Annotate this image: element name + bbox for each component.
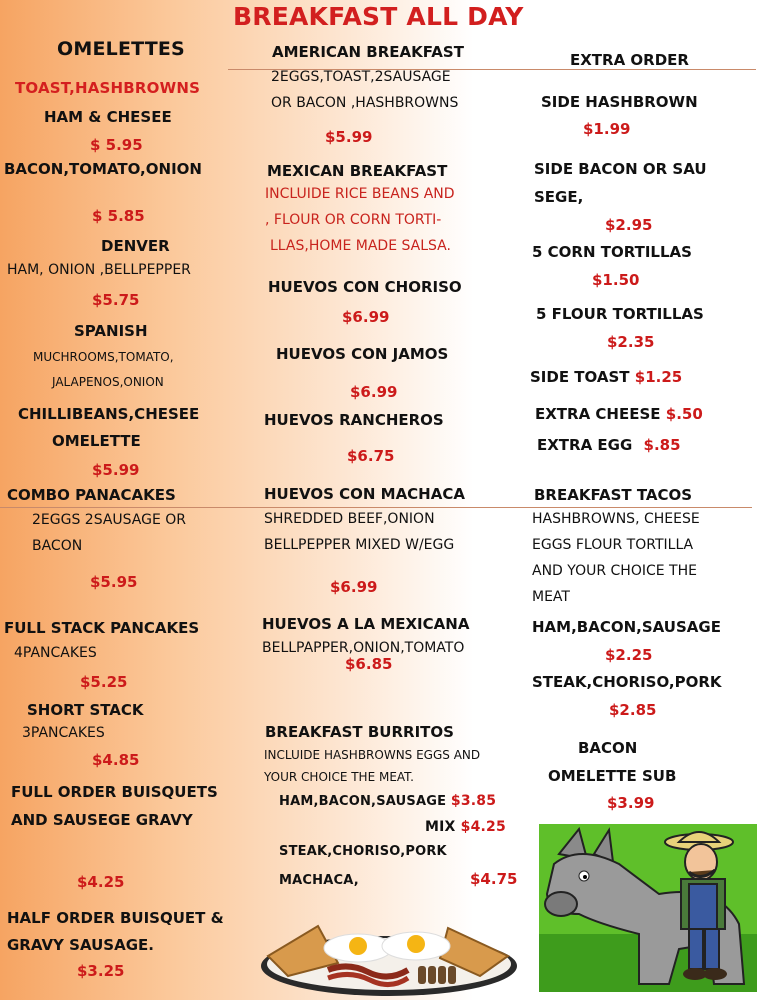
item-side-bacon-2: SEGE, (534, 188, 584, 206)
item-full-order-2: AND SAUSEGE GRAVY (11, 811, 193, 829)
desc-combo-1: 2EGGS 2SAUSAGE OR (32, 512, 187, 528)
item-half-order-2: GRAVY SAUSAGE. (7, 936, 154, 954)
burrito-option-1-price: $3.85 (450, 793, 497, 809)
omelettes-header: OMELETTES (57, 38, 185, 60)
burrito-option-1-label: HAM,BACON,SAUSAGE (279, 794, 447, 809)
item-machaca: HUEVOS CON MACHACA (264, 485, 465, 503)
item-side-toast (530, 368, 682, 386)
item-half-order-1: HALF ORDER BUISQUET & (7, 909, 224, 927)
burrito-option-2b: MACHACA, (279, 873, 359, 888)
omelettes-note: TOAST,HASHBROWNS (15, 79, 201, 97)
desc-mexicana: BELLPAPPER,ONION,TOMATO (262, 640, 465, 656)
price-machaca: $6.99 (330, 578, 378, 596)
burrito-option-2a: STEAK,CHORISO,PORK (279, 844, 447, 859)
item-american: AMERICAN BREAKFAST (272, 43, 464, 61)
item-short-stack: SHORT STACK (27, 701, 144, 719)
item-burritos: BREAKFAST BURRITOS (265, 723, 454, 741)
item-ham-cheese: HAM & CHESEE (44, 108, 172, 126)
price-mexicana: $6.85 (345, 655, 393, 673)
desc-mexican-3: LLAS,HOME MADE SALSA. (270, 238, 451, 254)
section-divider (0, 507, 752, 508)
desc-american-2: OR BACON ,HASHBROWNS (271, 95, 459, 111)
item-chilli-1: CHILLIBEANS,CHESEE (18, 405, 200, 423)
price-full-stack: $5.25 (80, 673, 128, 691)
price-chorizo: $6.99 (342, 308, 390, 326)
price-bacon-tomato: $ 5.85 (92, 207, 145, 225)
desc-mexican-2: , FLOUR OR CORN TORTI- (265, 212, 442, 228)
price-half-order: $3.25 (77, 962, 125, 980)
breakfast-plate-image (258, 918, 520, 998)
price-short-stack: $4.85 (92, 751, 140, 769)
price-combo: $5.95 (90, 573, 138, 591)
item-side-toast-label: SIDE TOAST (530, 368, 630, 386)
price-ham-cheese: $ 5.95 (90, 136, 143, 154)
burrito-mix-label: MIX (425, 819, 456, 835)
tacos-option-2: STEAK,CHORISO,PORK (532, 673, 722, 691)
price-omelette-sub: $3.99 (607, 794, 655, 812)
price-corn-tortillas: $1.50 (592, 271, 640, 289)
burrito-mix (425, 819, 506, 835)
desc-tacos-3: AND YOUR CHOICE THE (532, 563, 697, 579)
desc-short-stack: 3PANCAKES (22, 725, 105, 741)
item-combo: COMBO PANACAKES (7, 486, 176, 504)
item-corn-tortillas: 5 CORN TORTILLAS (532, 243, 692, 261)
extra-order-header: EXTRA ORDER (570, 51, 689, 69)
burrito-mix-price: $4.25 (460, 819, 506, 835)
desc-mexican-1: INCLUIDE RICE BEANS AND (265, 186, 455, 202)
desc-burritos-2: YOUR CHOICE THE MEAT. (264, 770, 414, 784)
price-extra-egg: $.85 (643, 436, 681, 454)
price-rancheros: $6.75 (347, 447, 395, 465)
item-jamos: HUEVOS CON JAMOS (276, 345, 449, 363)
desc-burritos-1: INCLUIDE HASHBROWNS EGGS AND (264, 748, 481, 762)
item-side-bacon-1: SIDE BACON OR SAU (534, 160, 707, 178)
item-breakfast-tacos: BREAKFAST TACOS (534, 486, 693, 504)
desc-machaca-1: SHREDDED BEEF,ONION (264, 511, 435, 527)
desc-combo-2: BACON (32, 538, 83, 554)
desc-american-1: 2EGGS,TOAST,2SAUSAGE (271, 69, 451, 85)
price-flour-tortillas: $2.35 (607, 333, 655, 351)
item-mexican: MEXICAN BREAKFAST (267, 162, 448, 180)
item-flour-tortillas: 5 FLOUR TORTILLAS (536, 305, 704, 323)
price-chilli: $5.99 (92, 461, 140, 479)
item-chilli-2: OMELETTE (52, 432, 141, 450)
item-omelette-sub-1: BACON (578, 739, 638, 757)
burrito-option-1 (279, 793, 496, 809)
desc-spanish-1: MUCHROOMS,TOMATO, (33, 350, 174, 364)
item-omelette-sub-2: OMELETTE SUB (548, 767, 677, 785)
item-extra-cheese (535, 405, 703, 423)
item-denver: DENVER (101, 237, 170, 255)
desc-spanish-2: JALAPENOS,ONION (52, 375, 164, 389)
item-bacon-tomato: BACON,TOMATO,ONION (4, 160, 202, 178)
price-american: $5.99 (325, 128, 373, 146)
farmer-donkey-image (539, 824, 757, 992)
price-side-hashbrown: $1.99 (583, 120, 631, 138)
item-chorizo: HUEVOS CON CHORISO (268, 278, 462, 296)
price-denver: $5.75 (92, 291, 140, 309)
desc-denver: HAM, ONION ,BELLPEPPER (7, 262, 191, 278)
tacos-option-1: HAM,BACON,SAUSAGE (532, 618, 721, 636)
item-full-order-1: FULL ORDER BUISQUETS (11, 783, 218, 801)
item-full-stack: FULL STACK PANCAKES (4, 619, 200, 637)
item-rancheros: HUEVOS RANCHEROS (264, 411, 444, 429)
price-full-order: $4.25 (77, 873, 125, 891)
item-extra-egg-label: EXTRA EGG (537, 436, 633, 454)
item-extra-egg (537, 436, 681, 454)
desc-tacos-1: HASHBROWNS, CHEESE (532, 511, 700, 527)
item-extra-cheese-label: EXTRA CHEESE (535, 405, 661, 423)
burrito-option-2-price: $4.75 (470, 870, 518, 888)
item-mexicana: HUEVOS A LA MEXICANA (262, 615, 470, 633)
price-side-toast: $1.25 (634, 368, 683, 386)
desc-tacos-2: EGGS FLOUR TORTILLA (532, 537, 694, 553)
desc-tacos-4: MEAT (532, 589, 570, 605)
desc-full-stack: 4PANCAKES (14, 645, 97, 661)
tacos-option-1-price: $2.25 (605, 646, 653, 664)
desc-machaca-2: BELLPEPPER MIXED W/EGG (264, 537, 455, 553)
item-side-hashbrown: SIDE HASHBROWN (541, 93, 698, 111)
tacos-option-2-price: $2.85 (609, 701, 657, 719)
price-side-bacon: $2.95 (605, 216, 653, 234)
item-spanish: SPANISH (74, 322, 148, 340)
price-extra-cheese: $.50 (665, 405, 703, 423)
page-title: BREAKFAST ALL DAY (233, 2, 524, 31)
price-jamos: $6.99 (350, 383, 398, 401)
